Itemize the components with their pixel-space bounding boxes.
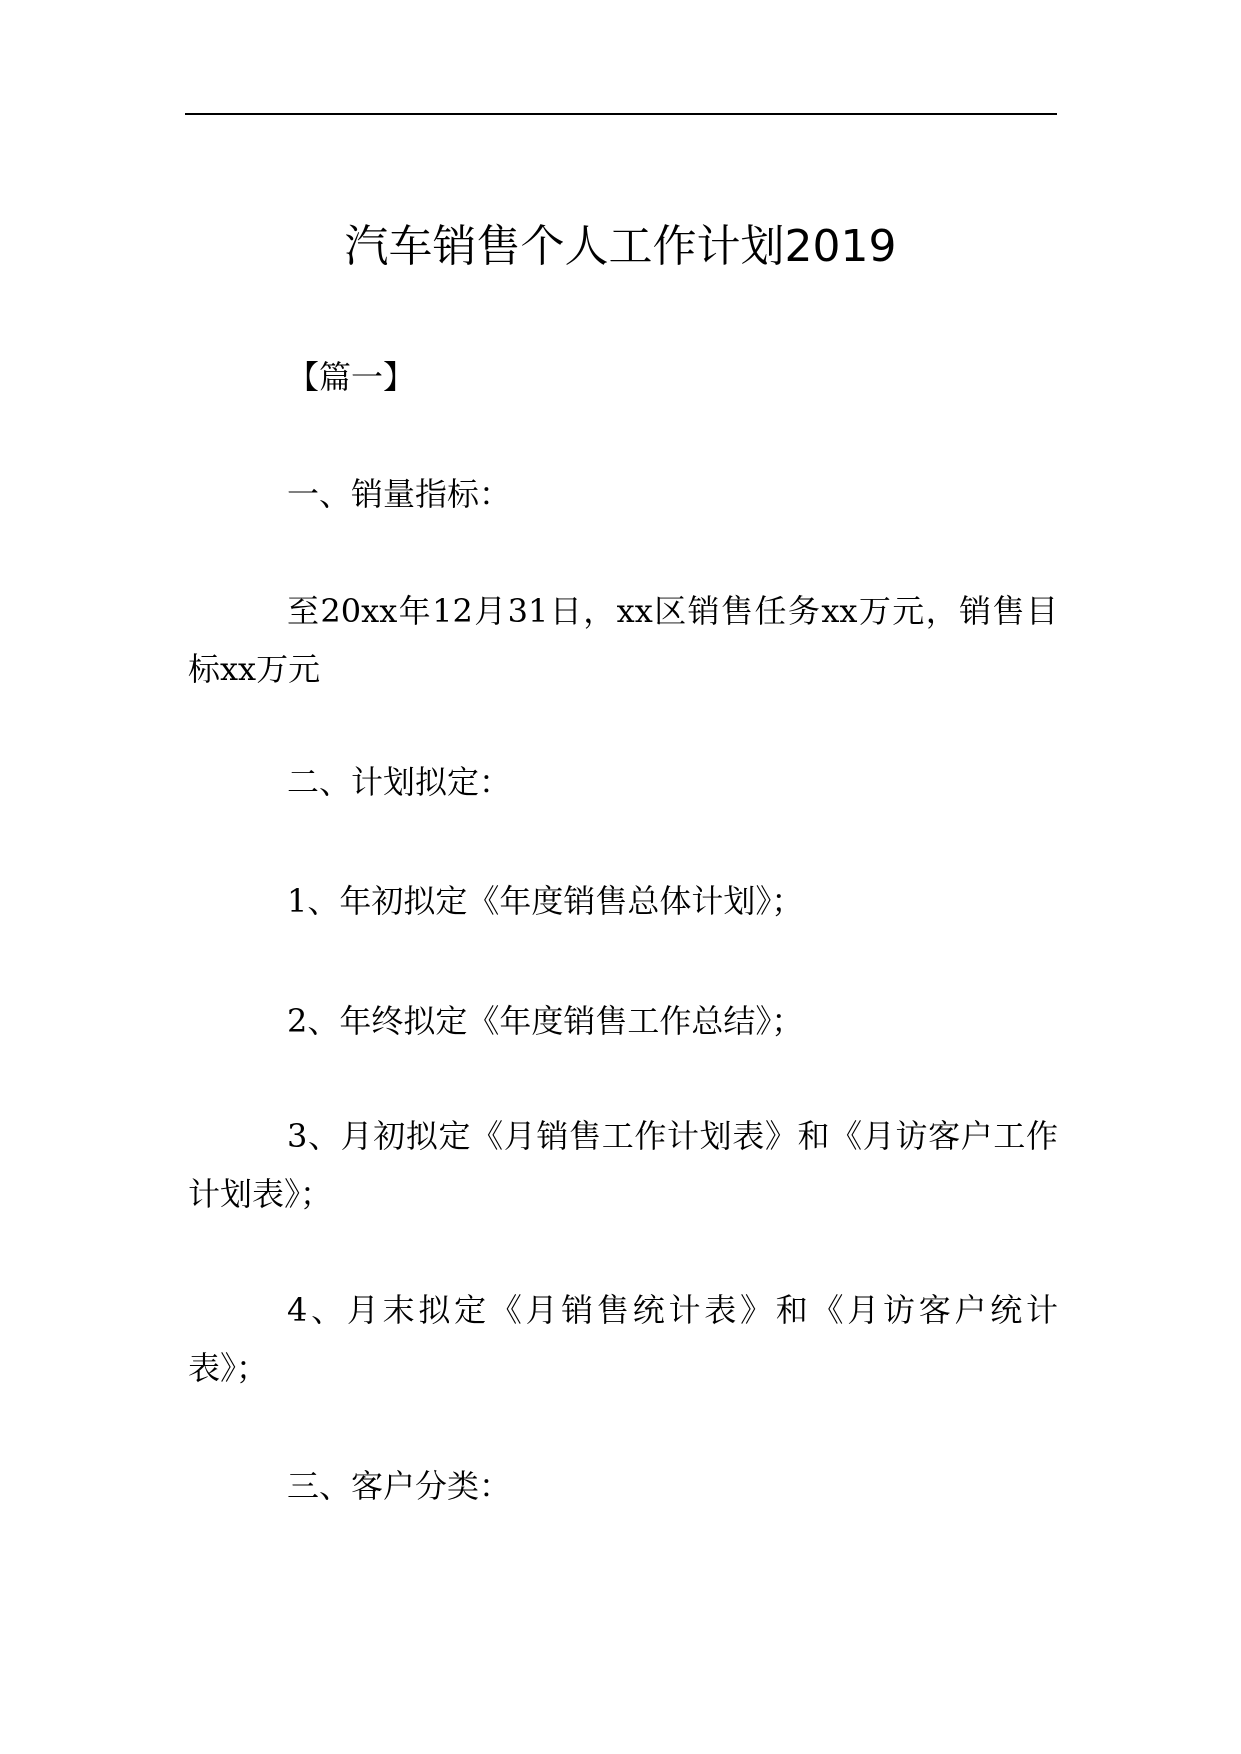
section-label: 【篇一】 — [287, 358, 416, 396]
list-item-2: 2、年终拟定《年度销售工作总结》； — [287, 1002, 804, 1040]
heading-sales-target: 一、销量指标： — [287, 475, 512, 513]
heading-plan-drafting: 二、计划拟定： — [287, 763, 512, 801]
list-item-3: 3、月初拟定《月销售工作计划表》和《月访客户工作计划表》； — [188, 1117, 1058, 1213]
header-rule — [185, 113, 1057, 115]
list-item-4: 4、月末拟定《月销售统计表》和《月访客户统计表》； — [188, 1291, 1058, 1387]
paragraph-sales-target: 至20xx年12月31日，xx区销售任务xx万元，销售目标xx万元 — [188, 592, 1058, 688]
heading-customer-classification: 三、客户分类： — [287, 1467, 512, 1505]
list-item-1: 1、年初拟定《年度销售总体计划》； — [287, 882, 804, 920]
document-title: 汽车销售个人工作计划2019 — [344, 221, 897, 272]
